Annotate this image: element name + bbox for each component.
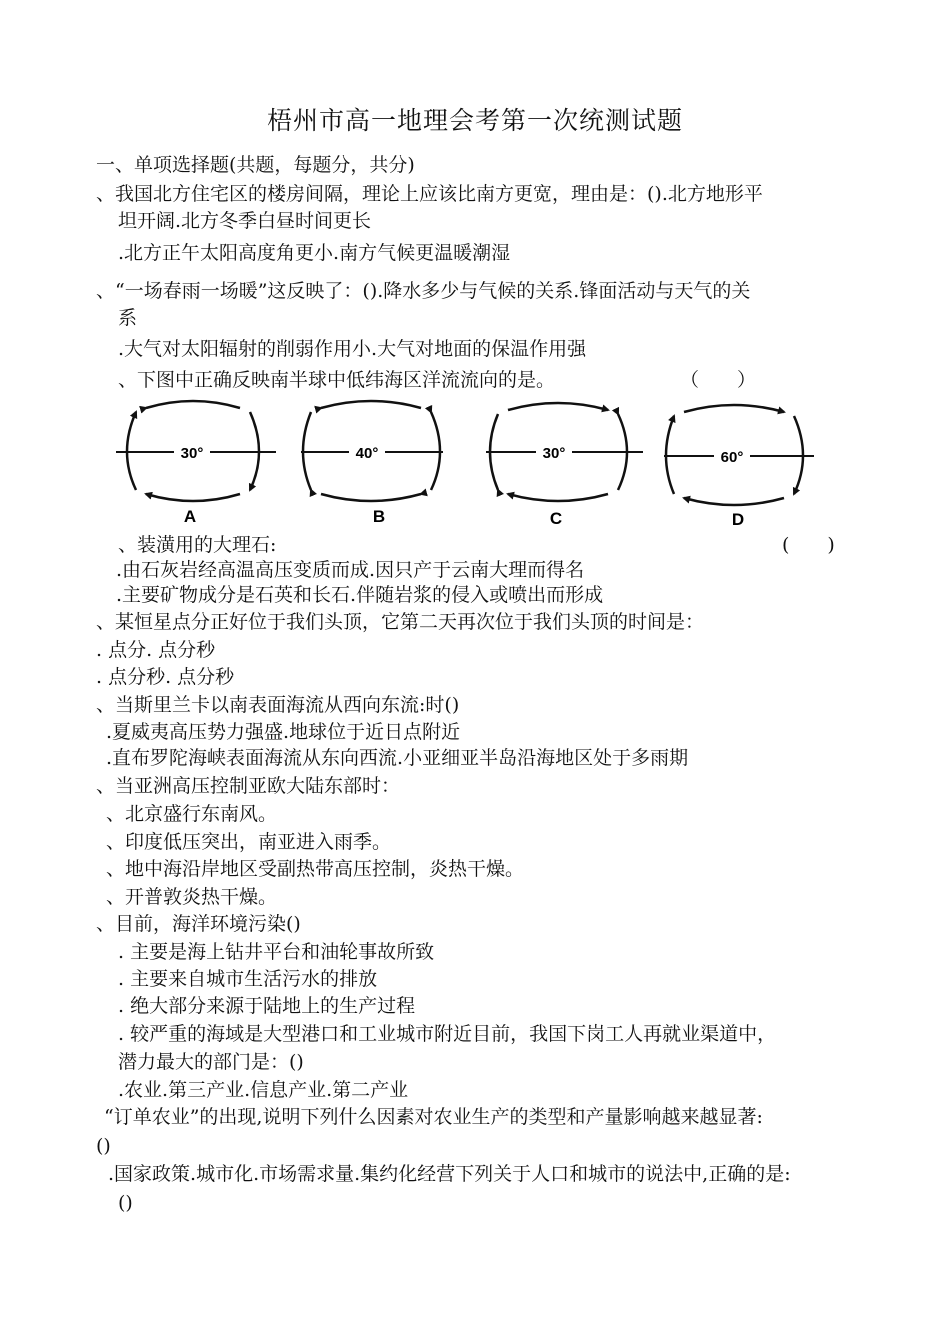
question-7-option-b: 、印度低压突出，南亚进入雨季。	[106, 831, 392, 853]
figure-d-latitude-label: 60°	[720, 449, 744, 466]
question-8-stem: 、目前，海洋环境污染()	[96, 913, 301, 935]
figure-d	[664, 405, 814, 529]
question-8-option-d: . 较严重的海域是大型港口和工业城市附近目前，我国下岗工人再就业渠道中，	[118, 1023, 777, 1045]
figure-c-latitude-label: 30°	[542, 445, 566, 462]
question-2-stem-cont: 系	[118, 307, 138, 329]
figure-b-letter: B	[372, 507, 386, 526]
question-6-options-1: .夏威夷高压势力强盛.地球位于近日点附近	[106, 721, 461, 743]
question-3-stem: 、下图中正确反映南半球中低纬海区洋流流向的是。	[118, 369, 556, 391]
question-4-answer-blank: ( )	[782, 534, 835, 556]
question-5-options-1: . 点分. 点分秒	[96, 639, 216, 661]
question-5-options-2: . 点分秒. 点分秒	[96, 666, 235, 688]
question-8-option-c: . 绝大部分来源于陆地上的生产过程	[118, 995, 416, 1017]
figure-d-letter: D	[731, 510, 745, 529]
figure-c	[486, 403, 643, 528]
page-title: 梧州市高一地理会考第一次统测试题	[266, 106, 683, 135]
question-9-cont: ()	[118, 1192, 133, 1214]
question-7-stem: 、当亚洲高压控制亚欧大陆东部时：	[96, 775, 401, 797]
question-1-options: .北方正午太阳高度角更小.南方气候更温暖潮湿	[118, 242, 511, 264]
question-1-stem-cont: 坦开阔.北方冬季白昼时间更长	[118, 210, 372, 232]
figure-d-current-top	[684, 405, 784, 412]
question-8-option-b: . 主要来自城市生活污水的排放	[118, 968, 378, 990]
figure-a-latitude-label: 30°	[180, 445, 204, 462]
figure-b-current-bottom	[321, 494, 421, 501]
figure-b	[301, 401, 443, 526]
ocean-current-diagram	[108, 390, 828, 530]
question-8-cont: 潜力最大的部门是：()	[118, 1051, 304, 1073]
question-9-options: .国家政策.城市化.市场需求量.集约化经营下列关于人口和城市的说法中,正确的是:	[108, 1163, 791, 1185]
figure-a-letter: A	[183, 507, 197, 526]
question-9-stem: “订单农业”的出现,说明下列什么因素对农业生产的类型和产量影响越来越显著:	[104, 1106, 763, 1128]
figure-c-letter: C	[549, 509, 563, 528]
question-1-stem: 、我国北方住宅区的楼房间隔，理论上应该比南方更宽，理由是：().北方地形平	[96, 183, 763, 205]
question-7-option-c: 、地中海沿岸地区受副热带高压控制，炎热干燥。	[106, 858, 525, 880]
figure-b-current-top	[321, 401, 421, 408]
question-4-options-2: .主要矿物成分是石英和长石.伴随岩浆的侵入或喷出而形成	[116, 584, 604, 606]
figure-c-current-top	[508, 403, 608, 410]
question-5-stem: 、某恒星点分正好位于我们头顶，它第二天再次位于我们头顶的时间是：	[96, 611, 705, 633]
figure-a-current-bottom	[146, 494, 240, 501]
question-2-options: .大气对太阳辐射的削弱作用小.大气对地面的保温作用强	[118, 338, 587, 360]
question-4-stem: 、装潢用的大理石:	[118, 534, 277, 556]
question-8-answers: .农业.第三产业.信息产业.第二产业	[118, 1079, 409, 1101]
figure-c-current-bottom	[508, 494, 608, 501]
figure-a-current-top	[146, 401, 240, 408]
question-2-stem: 、“一场春雨一场暖”这反映了：().降水多少与气候的关系.锋面活动与天气的关	[96, 280, 751, 302]
question-3-answer-blank: （ ）	[680, 369, 757, 391]
question-9-stem-cont: ()	[96, 1135, 111, 1157]
question-6-stem: 、当斯里兰卡以南表面海流从西向东流:时()	[96, 694, 460, 716]
question-7-option-d: 、开普敦炎热干燥。	[106, 886, 278, 908]
question-6-options-2: .直布罗陀海峡表面海流从东向西流.小亚细亚半岛沿海地区处于多雨期	[106, 747, 689, 769]
section-header: 一、单项选择题(共题，每题分，共分)	[96, 154, 415, 176]
question-7-option-a: 、北京盛行东南风。	[106, 803, 278, 825]
question-8-option-a: . 主要是海上钻井平台和油轮事故所致	[118, 941, 435, 963]
figure-d-current-bottom	[684, 498, 784, 505]
figure-b-latitude-label: 40°	[355, 445, 379, 462]
figure-a	[116, 401, 276, 526]
question-4-options-1: .由石灰岩经高温高压变质而成.因只产于云南大理而得名	[116, 559, 585, 581]
